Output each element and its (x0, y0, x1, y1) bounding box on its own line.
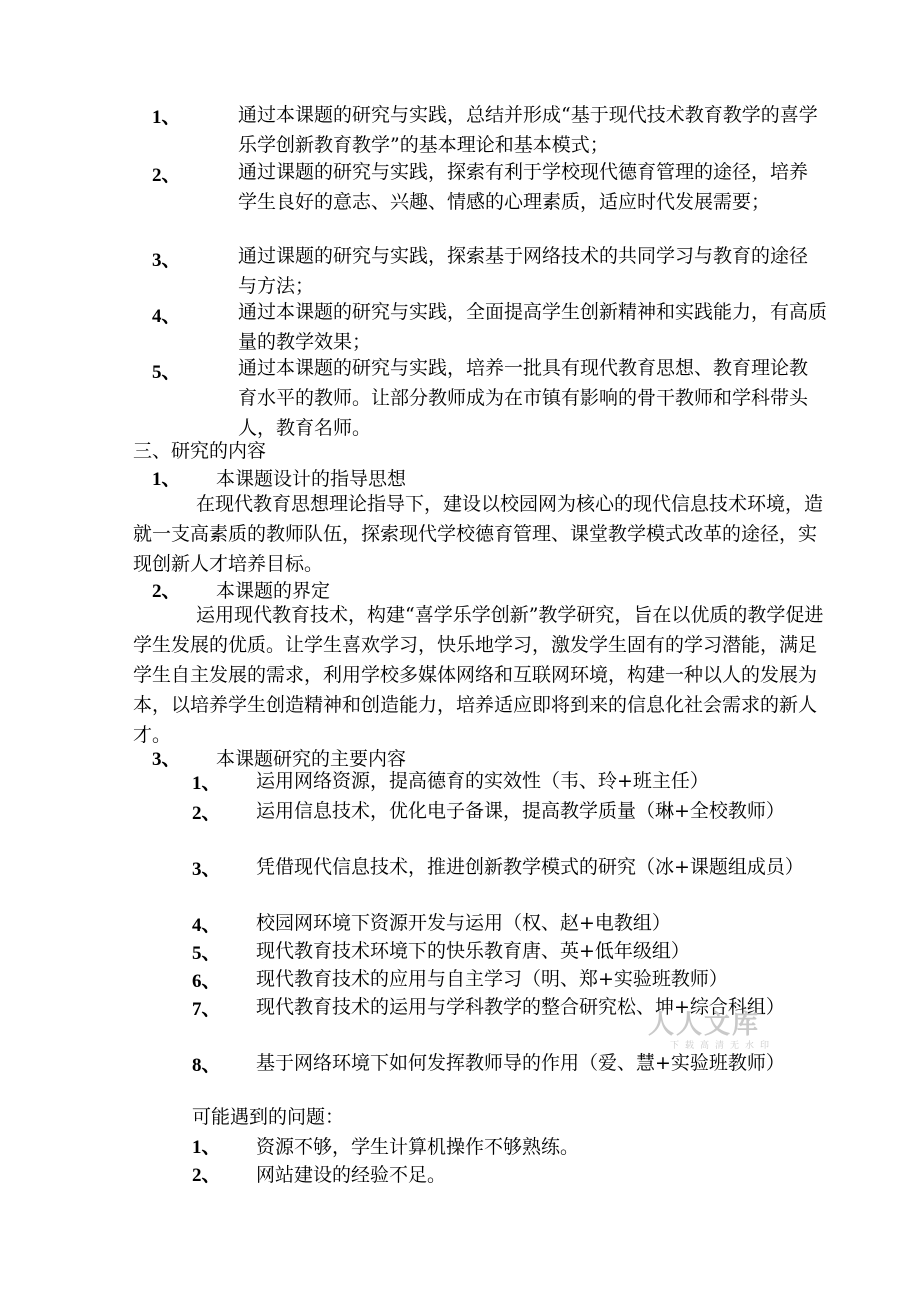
content-item-6-number: 6、 (192, 971, 221, 992)
problem-1-text: 资源不够，学生计算机操作不够熟练。 (256, 1136, 580, 1158)
content-item-3-number: 3、 (192, 859, 221, 880)
content-item-4-text: 校园网环境下资源开发与运用（权、赵+电教组） (256, 912, 671, 934)
sub2-number: 2、 (152, 581, 181, 602)
sub3-number: 3、 (152, 749, 181, 770)
objective-2-text: 通过课题的研究与实践，探索有利于学校现代德育管理的途径，培养学生良好的意志、兴趣、情感的心理素质，适应时代发展需要； (238, 161, 809, 213)
objective-5-text: 通过本课题的研究与实践，培养一批具有现代教育思想、教育理论教育水平的教师。让部分教师成为在市镇有影响的骨干教师和学科带头人，教育名师。 (238, 357, 809, 439)
objective-4-number: 4、 (152, 306, 181, 327)
sub1-number: 1、 (152, 469, 181, 490)
content-item-8-text: 基于网络环境下如何发挥教师导的作用（爱、慧+实验班教师） (256, 1052, 785, 1074)
sub3-title: 本课题研究的主要内容 (216, 748, 407, 770)
content-item-1-number: 1、 (192, 773, 221, 794)
sub1-title: 本课题设计的指导思想 (216, 468, 407, 490)
sub1-paragraph: 在现代教育思想理论指导下，建设以校园网为核心的现代信息技术环境，造就一支高素质的教师队伍，探索现代学校德育管理、课堂教学模式改革的途径，实现创新人才培养目标。 (133, 493, 824, 575)
watermark-main-text: 人人文库 (648, 1010, 761, 1040)
sub2-title: 本课题的界定 (216, 580, 331, 602)
problems-heading: 可能遇到的问题： (192, 1106, 345, 1128)
content-item-3-text: 凭借现代信息技术，推进创新教学模式的研究（冰+课题组成员） (256, 856, 804, 878)
content-item-5-number: 5、 (192, 943, 221, 964)
watermark-sub-text: 下载高清无水印 (670, 1041, 776, 1051)
objective-4-text: 通过本课题的研究与实践，全面提高学生创新精神和实践能力，有高质量的教学效果； (238, 301, 828, 353)
content-item-4-number: 4、 (192, 915, 221, 936)
problem-1-number: 1、 (192, 1137, 221, 1158)
content-item-2-text: 运用信息技术，优化电子备课，提高教学质量（琳+全校教师） (256, 800, 785, 822)
problem-2-number: 2、 (192, 1165, 221, 1186)
problem-2-text: 网站建设的经验不足。 (256, 1164, 447, 1186)
content-item-6-text: 现代教育技术的应用与自主学习（明、郑+实验班教师） (256, 968, 728, 990)
objective-1-text: 通过本课题的研究与实践，总结并形成“基于现代技术教育教学的喜学乐学创新教育教学”的基本理论和基本模式； (238, 104, 818, 156)
content-item-7-number: 7、 (192, 999, 221, 1020)
content-item-7-text: 现代教育技术的运用与学科教学的整合研究松、坤+综合科组） (256, 996, 785, 1018)
content-item-1-text: 运用网络资源，提高德育的实效性（韦、玲+班主任） (256, 770, 709, 792)
objective-1-number: 1、 (152, 107, 181, 128)
section-heading: 三、研究的内容 (133, 440, 267, 462)
content-item-8-number: 8、 (192, 1055, 221, 1076)
objective-2-number: 2、 (152, 165, 181, 186)
objective-3-text: 通过课题的研究与实践，探索基于网络技术的共同学习与教育的途径与方法； (238, 245, 809, 297)
objective-5-number: 5、 (152, 362, 181, 383)
watermark-logo (648, 1010, 808, 1070)
sub2-paragraph: 运用现代教育技术，构建“喜学乐学创新”教学研究，旨在以优质的教学促进学生发展的优质。让学生喜欢学习，快乐地学习，激发学生固有的学习潜能，满足学生自主发展的需求，利用学校多媒体网络和互联网环境，构建一种以人的发展为本，以培养学生创造精神和创造能力，培养适应即将到来的信息化社会需求的新人才。 (133, 604, 824, 746)
content-item-2-number: 2、 (192, 803, 221, 824)
objective-3-number: 3、 (152, 250, 181, 271)
content-item-5-text: 现代教育技术环境下的快乐教育唐、英+低年级组） (256, 940, 690, 962)
